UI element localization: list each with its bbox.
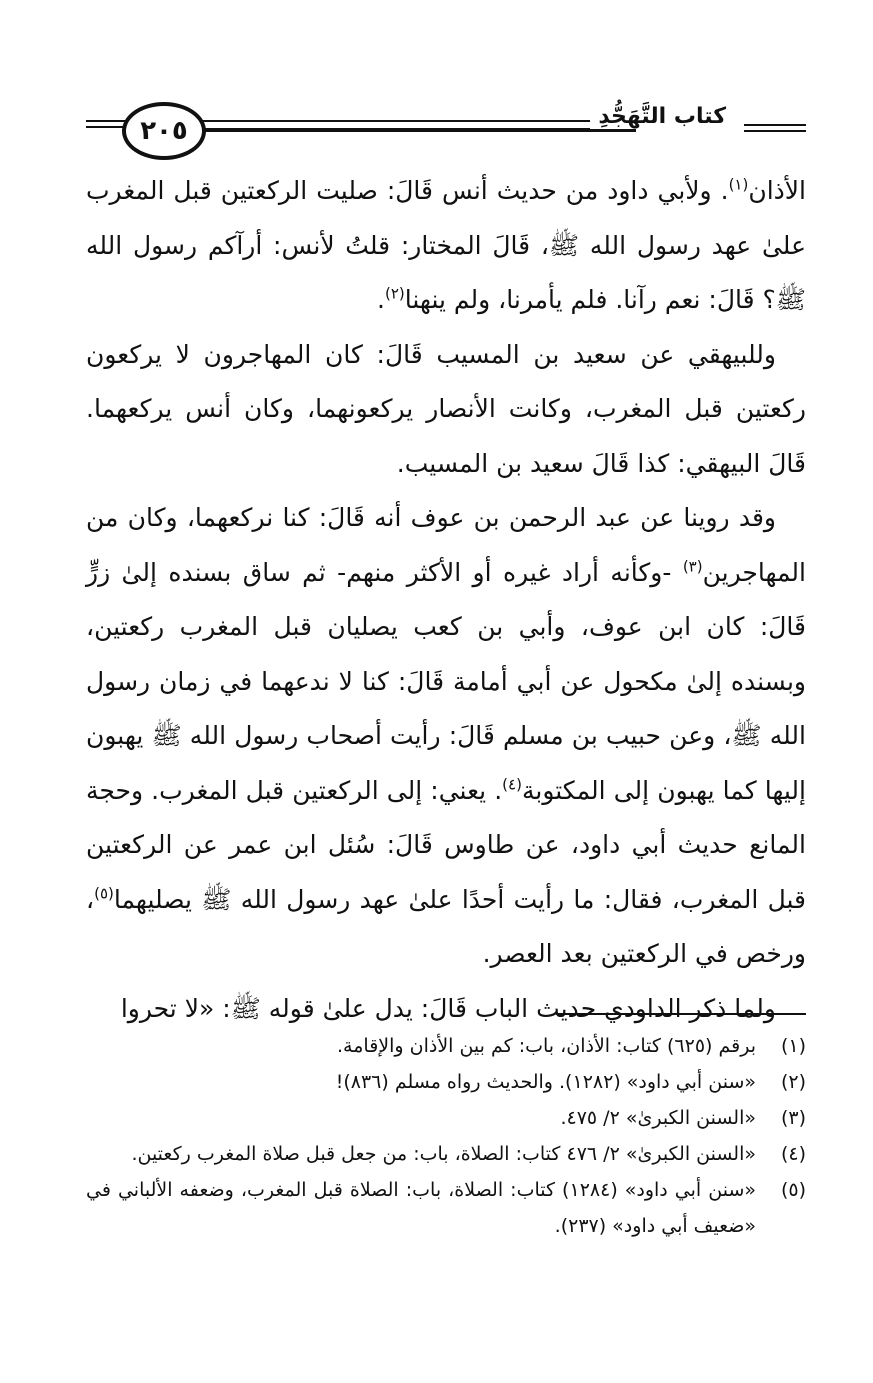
header-rule-thick: [196, 128, 636, 132]
footnote-text: برقم (٦٢٥) كتاب: الأذان، باب: كم بين الأذان والإقامة.: [337, 1035, 756, 1057]
paragraph-1: [86, 164, 806, 328]
footnote-2: [86, 1064, 806, 1100]
header-rule-right: [744, 124, 806, 132]
footnote-ref-2: (٢): [384, 284, 405, 303]
footnote-ref-1: (١): [728, 175, 749, 194]
paragraph-4: ولما ذكر الداودي حديث الباب قَالَ: يدل علىٰ قوله ﷺ: «لا تحروا: [120, 993, 776, 1023]
footnote-1: [86, 1028, 806, 1064]
footnote-text: «السنن الكبرىٰ» ٢/ ٤٧٥.: [560, 1107, 756, 1129]
paragraph-3-part2: -وكأنه أراد غيره أو الأكثر منهم- ثم ساق بسنده إلىٰ زرٍّ قَالَ: كان ابن عوف، وأبي بن كعب يصليان قبل المغرب ركعتين، وبسنده إلىٰ مكحول عن أبي أمامة قَالَ: كنا لا ندعهما في زمان رسول الله ﷺ، وعن حبيب بن مسلم قَالَ: رأيت أصحاب رسول الله ﷺ يهبون إليها كما يهبون إلى المكتوبة: [86, 557, 806, 805]
footnote-4: [86, 1136, 806, 1172]
paragraph-1-middle: . ولأبي داود من حديث أنس قَالَ: صليت الركعتين قبل المغرب علىٰ عهد رسول الله ﷺ، قَالَ المختار: قلتُ لأنس: أرآكم رسول الله ﷺ؟ قَالَ: نعم رآنا. فلم يأمرنا، ولم ينهنا: [86, 176, 806, 314]
paragraph-1-start: الأذان: [748, 176, 806, 205]
footnote-number: (٤): [780, 1143, 806, 1165]
footnote-text: «سنن أبي داود» (١٢٨٢). والحديث رواه مسلم (٨٣٦)!: [335, 1071, 756, 1093]
paragraph-1-end: .: [377, 285, 385, 314]
header-rule-thin: [196, 120, 636, 122]
header-rule-left: [86, 120, 126, 128]
footnote-number: (٢): [780, 1071, 806, 1093]
paragraph-2: وللبيهقي عن سعيد بن المسيب قَالَ: كان المهاجرون لا يركعون ركعتين قبل المغرب، وكانت الأنصار يركعونهما، وكان أنس يركعهما. قَالَ البيهقي: كذا قَالَ سعيد بن المسيب.: [86, 339, 806, 478]
footnote-number: (٣): [780, 1107, 806, 1129]
footnote-text: «السنن الكبرىٰ» ٢/ ٤٧٦ كتاب: الصلاة، باب: من جعل قبل صلاة المغرب ركعتين.: [131, 1143, 756, 1165]
footnote-ref-5: (٥): [94, 884, 114, 903]
main-text: [86, 164, 806, 1036]
paragraph-3-part3: . يعني: إلى الركعتين قبل المغرب. وحجة المانع حديث أبي داود، عن طاوس قَالَ: سُئل ابن عمر عن الركعتين قبل المغرب، فقال: ما رأيت أحدًا علىٰ عهد رسول الله ﷺ يصليهما: [86, 775, 806, 914]
footnote-number: (١): [780, 1035, 806, 1057]
running-title: كتاب التَّهَجُّدِ: [590, 104, 734, 129]
paragraph-3: [86, 491, 806, 982]
paragraph-3-start: وقد روينا عن عبد الرحمن بن عوف أنه قَالَ: كنا نركعهما، وكان من المهاجرين: [86, 503, 806, 587]
footnote-separator: [556, 1013, 806, 1015]
footnote-3: [86, 1100, 806, 1136]
page-number: ٢٠٥: [122, 102, 206, 160]
footnote-ref-3: (٣): [682, 557, 703, 576]
footnote-5: [86, 1172, 806, 1244]
footnote-ref-4: (٤): [502, 775, 522, 794]
paragraph-3-end: ، ورخص في الركعتين بعد العصر.: [86, 884, 806, 968]
footnote-text: «سنن أبي داود» (١٢٨٤) كتاب: الصلاة، باب: الصلاة قبل المغرب، وضعفه الألباني في «ضعيف أبي داود» (٢٣٧).: [86, 1179, 756, 1237]
page-header: [86, 100, 806, 160]
footnotes: [86, 1028, 806, 1244]
footnote-number: (٥): [780, 1179, 806, 1201]
